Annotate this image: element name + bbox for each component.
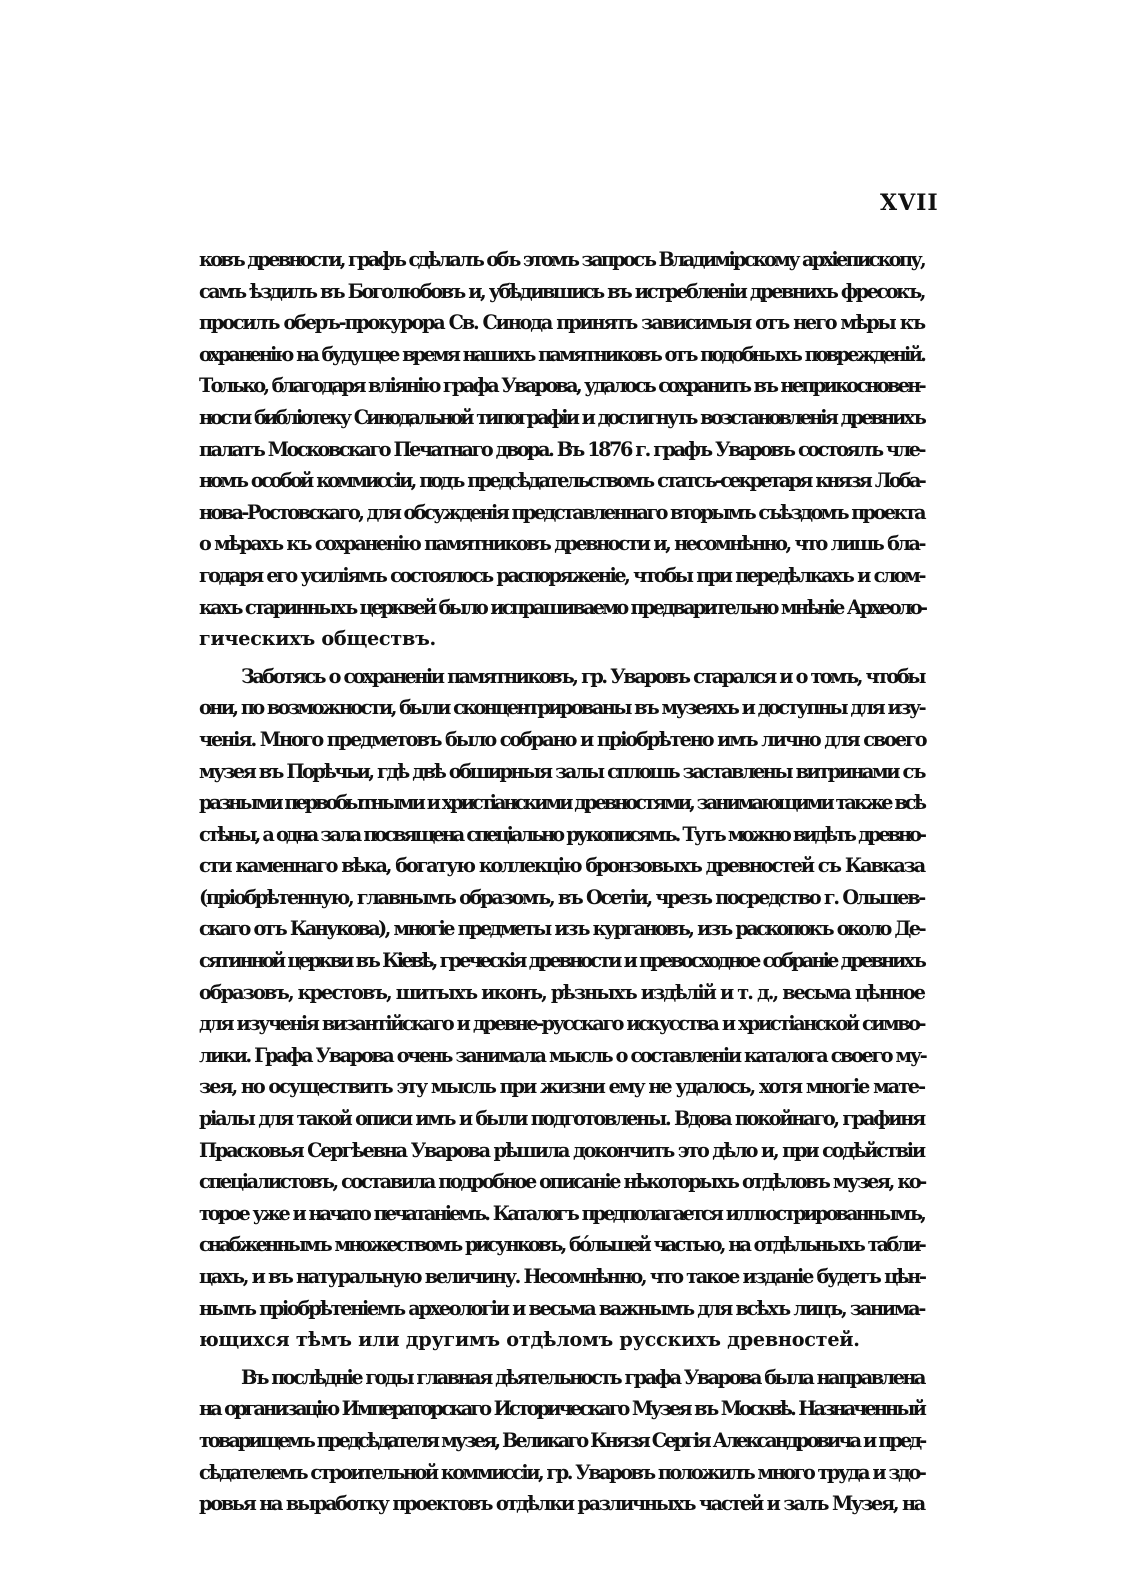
- text-line: зея, но осуществить эту мысль при жизни ему не удалось, хотя многіе мате-: [199, 1075, 924, 1099]
- text-line: Только, благодаря вліянію графа Уварова, удалось сохранить въ неприкосновен-: [199, 374, 924, 398]
- text-line: скаго отъ Канукова), многіе предметы изъ кургановъ, изъ раскопокъ около Де-: [199, 917, 924, 941]
- text-line: (пріобрѣтенную, главнымъ образомъ, въ Осетіи, чрезъ посредство г. Ольшев-: [199, 885, 924, 909]
- paragraph-2: [199, 661, 924, 1356]
- text-line: о мѣрахъ къ сохраненію памятниковъ древности и, несомнѣнно, что лишь бла-: [199, 532, 924, 556]
- text-line: нымъ пріобрѣтеніемъ археологіи и весьма важнымъ для всѣхъ лицъ, занима-: [199, 1296, 925, 1320]
- text-line: ющихся тѣмъ или другимъ отдѣломъ русскихъ древностей.: [199, 1328, 860, 1352]
- text-line: цахъ, и въ натуральную величину. Несомнѣнно, что такое изданіе будетъ цѣн-: [199, 1265, 925, 1288]
- text-line: охраненію на будущее время нашихъ памятниковъ отъ подобныхъ поврежденій.: [199, 342, 924, 366]
- text-line: Заботясь о сохраненіи памятниковъ, гр. Уваровъ старался и о томъ, чтобы: [241, 664, 924, 688]
- page-number: XVII: [880, 190, 939, 216]
- text-line: нова-Ростовскаго, для обсужденія представленнаго вторымъ съѣздомъ проекта: [199, 500, 924, 524]
- text-line: ковъ древности, графъ сдѣлалъ объ этомъ запросъ Владимірскому архіепископу,: [199, 248, 924, 271]
- text-line: товарищемъ предсѣдателя музея, Великаго Князя Сергія Александровича и пред-: [199, 1428, 925, 1452]
- text-line: разными первобытными и христіанскими древностями, занимающими также всѣ: [199, 791, 924, 815]
- text-line: лики. Графа Уварова очень занимала мысль о составленіи каталога своего му-: [199, 1043, 926, 1067]
- text-line: торое уже и начато печатаніемъ. Каталогъ предполагается иллюстрированнымъ,: [199, 1201, 924, 1225]
- text-line: ріалы для такой описи имъ и были подготовлены. Вдова покойнаго, графиня: [199, 1107, 924, 1131]
- text-line: ровья на выработку проектовъ отдѣлки различныхъ частей и залъ Музея, на: [199, 1492, 924, 1516]
- text-line: Прасковья Сергѣевна Уварова рѣшила докончить это дѣло и, при содѣйствіи: [199, 1138, 924, 1162]
- text-line: ности библіотеку Синодальной типографіи и достигнуть возстановленія древнихъ: [199, 405, 924, 429]
- paragraph-1: [199, 244, 924, 655]
- text-line: сти каменнаго вѣка, богатую коллекцію бронзовыхъ древностей съ Кавказа: [199, 854, 924, 878]
- text-line: палатъ Московскаго Печатнаго двора. Въ 1876 г. графъ Уваровъ состоялъ чле-: [199, 437, 924, 461]
- text-line: сятинной церкви въ Кіевѣ, греческія древности и превосходное собраніе древнихъ: [199, 949, 924, 973]
- text-line: стѣны, а одна зала посвящена спеціально рукописямъ. Тутъ можно видѣть древно-: [199, 822, 924, 846]
- text-line: ченія. Много предметовъ было собрано и пріобрѣтено имъ лично для своего: [199, 727, 926, 751]
- text-line: снабженнымъ множествомъ рисунковъ, бóльшей частью, на отдѣльныхъ табли-: [199, 1233, 924, 1257]
- text-line: номъ особой коммиссіи, подъ предсѣдательствомъ статсъ-секретаря князя Лоба-: [199, 469, 924, 493]
- text-line: гическихъ обществъ.: [199, 627, 436, 651]
- text-line: Въ послѣдніе годы главная дѣятельность графа Уварова была направлена: [241, 1365, 925, 1389]
- text-line: спеціалистовъ, составила подробное описаніе нѣкоторыхъ отдѣловъ музея, ко-: [199, 1170, 925, 1194]
- body-text: [199, 244, 924, 1520]
- text-line: на организацію Императорскаго Историческаго Музея въ Москвѣ. Назначенный: [199, 1397, 924, 1421]
- text-line: просилъ оберъ-прокурора Св. Синода принять зависимыя отъ него мѣры къ: [199, 311, 924, 335]
- text-line: годаря его усиліямъ состоялось распоряженіе, чтобы при передѣлкахъ и слом-: [199, 563, 924, 587]
- text-line: музея въ Порѣчьи, гдѣ двѣ обширныя залы сплошь заставлены витринами съ: [199, 759, 924, 783]
- text-line: они, по возможности, были сконцентрированы въ музеяхъ и доступны для изу-: [199, 696, 924, 720]
- paragraph-3: [199, 1362, 924, 1520]
- text-line: самъ ѣздилъ въ Боголюбовъ и, убѣдившись въ истребленіи древнихъ фресокъ,: [199, 279, 924, 303]
- text-line: сѣдателемъ строительной коммиссіи, гр. Уваровъ положилъ много труда и здо-: [199, 1460, 925, 1484]
- text-line: образовъ, крестовъ, шитыхъ иконъ, рѣзныхъ издѣлій и т. д., весьма цѣнное: [199, 980, 924, 1004]
- text-line: для изученія византійскаго и древне-русскаго искусства и христіанской симво-: [199, 1012, 924, 1036]
- text-line: кахъ старинныхъ церквей было испрашиваемо предварительно мнѣніе Археоло-: [199, 595, 926, 619]
